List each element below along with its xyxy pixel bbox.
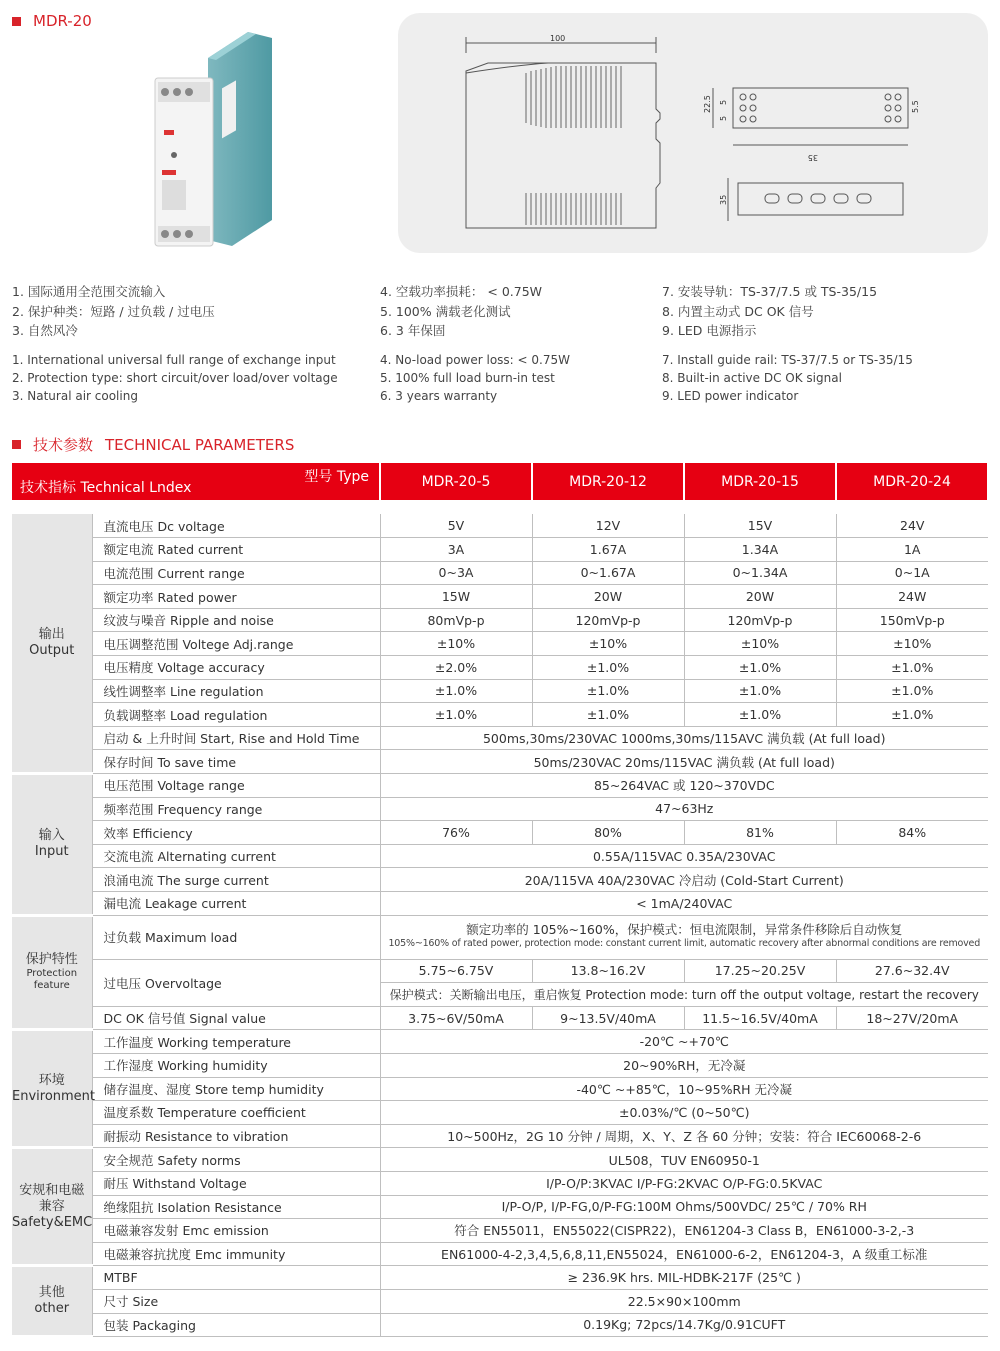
param-value: 20A/115VA 40A/230VAC 冷启动 (Cold-Start Current) [380, 868, 988, 892]
param-value: I/P-O/P:3KVAC I/P-FG:2KVAC O/P-FG:0.5KVAC [380, 1171, 988, 1195]
param-value: 120mVp-p [532, 608, 684, 632]
table-row [12, 1101, 988, 1125]
param-value: 27.6~32.4V [836, 959, 988, 983]
param-value: 0~1.34A [684, 561, 836, 585]
dim-5-5: 5.5 [911, 100, 920, 113]
param-value: 12V [532, 514, 684, 538]
param-value: 0~3A [380, 561, 532, 585]
param-value: 3A [380, 538, 532, 562]
param-value: 0~1.67A [532, 561, 684, 585]
table-row [12, 892, 988, 916]
feature-item: 8. Built-in active DC OK signal [662, 371, 842, 385]
param-value: 保护模式：关断输出电压，重启恢复 Protection mode: turn off the output voltage, restart the recovery [380, 983, 988, 1007]
param-name: 额定功率 Rated power [92, 585, 380, 609]
features-en-col2 [380, 351, 570, 405]
group-label: 保护特性 [25, 952, 78, 968]
param-name: 温度系数 Temperature coefficient [92, 1101, 380, 1125]
param-name: 启动 & 上升时间 Start, Rise and Hold Time [92, 726, 380, 750]
group-other [12, 1266, 92, 1337]
dim-100: 100 [550, 34, 566, 43]
param-value: ≥ 236.9K hrs. MIL-HDBK-217F (25℃ ) [380, 1266, 988, 1290]
group-label: 输出 [38, 627, 65, 643]
product-image [150, 30, 280, 250]
param-value: ±10% [380, 632, 532, 656]
dim-5b: 5 [719, 115, 728, 121]
param-value: ±1.0% [836, 656, 988, 680]
param-value: 5V [380, 514, 532, 538]
group-label: other [34, 1301, 70, 1317]
tech-title-en: TECHNICAL PARAMETERS [105, 435, 295, 454]
param-value: ±1.0% [380, 703, 532, 727]
param-name: 安全规范 Safety norms [92, 1148, 380, 1172]
product-section-title [12, 12, 92, 30]
table-row [12, 585, 988, 609]
param-value: -20℃ ~+70℃ [380, 1030, 988, 1054]
feature-item: 9. LED power indicator [662, 389, 799, 403]
param-value: < 1mA/240VAC [380, 892, 988, 916]
param-value: 0.55A/115VAC 0.35A/230VAC [380, 844, 988, 868]
table-row [12, 750, 988, 774]
param-value: ±0.03%/℃ (0~50℃) [380, 1101, 988, 1125]
feature-item: 2. 保护种类：短路 / 过负载 / 过电压 [12, 303, 215, 319]
param-value: 150mVp-p [836, 608, 988, 632]
param-value: 500ms,30ms/230VAC 1000ms,30ms/115AVC 满负载 (At full load) [380, 726, 988, 750]
table-row [12, 1171, 988, 1195]
model-header: MDR-20-5 [380, 463, 532, 500]
param-name: 电磁兼容发射 Emc emission [92, 1219, 380, 1243]
param-value: 80% [532, 821, 684, 845]
table-row [12, 1030, 988, 1054]
param-value: 120mVp-p [684, 608, 836, 632]
table-row [12, 1266, 988, 1290]
param-name: MTBF [92, 1266, 380, 1290]
table-row [12, 844, 988, 868]
dim-5a: 5 [719, 99, 728, 105]
param-value: 0.19Kg; 72pcs/14.7Kg/0.91CUFT [380, 1313, 988, 1337]
table-row [12, 1006, 988, 1030]
param-value: 20~90%RH，无冷凝 [380, 1053, 988, 1077]
feature-item: 4. No-load power loss: < 0.75W [380, 353, 570, 367]
param-value: 0~1A [836, 561, 988, 585]
header-corner [12, 463, 380, 500]
features-en-col3 [662, 351, 913, 405]
param-name: 线性调整率 Line regulation [92, 679, 380, 703]
group-label: 其他 [38, 1285, 65, 1301]
dim-35b: 35 [719, 194, 728, 205]
param-name: 纹波与噪音 Ripple and noise [92, 608, 380, 632]
param-value: 11.5~16.5V/40mA [684, 1006, 836, 1030]
table-row [12, 538, 988, 562]
param-value: 20W [684, 585, 836, 609]
param-value: ±1.0% [836, 679, 988, 703]
param-name: 保存时间 To save time [92, 750, 380, 774]
feature-item: 6. 3 years warranty [380, 389, 498, 403]
param-value: ±1.0% [532, 679, 684, 703]
group-safety [12, 1148, 92, 1266]
group-label: 兼容 [38, 1198, 65, 1214]
param-value: I/P-O/P, I/P-FG,0/P-FG:100M Ohms/500VDC/ 25℃ / 70% RH [380, 1195, 988, 1219]
param-name: 储存温度、湿度 Store temp humidity [92, 1077, 380, 1101]
param-value: 9~13.5V/40mA [532, 1006, 684, 1030]
param-value: 84% [836, 821, 988, 845]
param-value: 10~500Hz，2G 10 分钟 / 周期，X、Y、Z 各 60 分钟；安装：符合 IEC60068-2-6 [380, 1124, 988, 1148]
square-bullet-icon [12, 440, 21, 449]
param-name: 工作湿度 Working humidity [92, 1053, 380, 1077]
param-value: ±1.0% [684, 703, 836, 727]
table-row [12, 726, 988, 750]
param-value: 18~27V/20mA [836, 1006, 988, 1030]
overload-cn: 额定功率的 105%~160%，保护模式：恒电流限制，异常条件移除后自动恢复 [466, 922, 903, 938]
table-row [12, 1313, 988, 1337]
param-value: EN61000-4-2,3,4,5,6,8,11,EN55024，EN61000-6-2，EN61204-3，A 级重工标准 [380, 1242, 988, 1266]
group-label: feature [33, 980, 70, 992]
param-name: 耐振动 Resistance to vibration [92, 1124, 380, 1148]
group-label: Output [29, 643, 75, 659]
param-name: 漏电流 Leakage current [92, 892, 380, 916]
group-label: Protection [26, 968, 78, 980]
param-name: 直流电压 Dc voltage [92, 514, 380, 538]
param-value: 76% [380, 821, 532, 845]
overload-en: 105%~160% of rated power, protection mode: constant current limit, automatic recovery after abnormal conditions are removed [388, 938, 981, 950]
group-label: Environment [12, 1088, 96, 1104]
table-row [12, 1077, 988, 1101]
table-row [12, 1148, 988, 1172]
table-row [12, 959, 988, 983]
param-value: 85~264VAC 或 120~370VDC [380, 774, 988, 798]
param-value: ±1.0% [836, 703, 988, 727]
feature-item: 7. Install guide rail: TS-37/7.5 or TS-35/15 [662, 353, 913, 367]
table-row [12, 915, 988, 959]
table-row [12, 1289, 988, 1313]
param-value: 80mVp-p [380, 608, 532, 632]
param-name: 效率 Efficiency [92, 821, 380, 845]
param-value: 5.75~6.75V [380, 959, 532, 983]
feature-item: 8. 内置主动式 DC OK 信号 [662, 303, 814, 319]
param-value: ±10% [532, 632, 684, 656]
model-header: MDR-20-24 [836, 463, 988, 500]
param-name: 负载调整率 Load regulation [92, 703, 380, 727]
table-row [12, 797, 988, 821]
param-name: 绝缘阻抗 Isolation Resistance [92, 1195, 380, 1219]
param-value: ±10% [684, 632, 836, 656]
feature-item: 9. LED 电源指示 [662, 323, 757, 338]
model-header: MDR-20-12 [532, 463, 684, 500]
group-label: Input [34, 844, 69, 860]
param-value: 50ms/230VAC 20ms/115VAC 满负载 (At full load) [380, 750, 988, 774]
param-value: ±1.0% [380, 679, 532, 703]
param-value: 13.8~16.2V [532, 959, 684, 983]
group-label: 环境 [38, 1072, 65, 1088]
param-value: 3.75~6V/50mA [380, 1006, 532, 1030]
param-value: ±1.0% [532, 703, 684, 727]
param-name: 电流范围 Current range [92, 561, 380, 585]
dimension-drawing-panel [398, 13, 988, 253]
param-value: 1.34A [684, 538, 836, 562]
group-protection [12, 915, 92, 1030]
param-name: 交流电流 Alternating current [92, 844, 380, 868]
table-row [12, 514, 988, 538]
param-value: 20W [532, 585, 684, 609]
feature-item: 7. 安装导轨：TS-37/7.5 或 TS-35/15 [662, 284, 878, 299]
dim-35a: 35 [807, 153, 818, 162]
param-name: 额定电流 Rated current [92, 538, 380, 562]
product-title: MDR-20 [33, 12, 92, 30]
table-row [12, 632, 988, 656]
table-row [12, 561, 988, 585]
feature-item: 5. 100% 满载老化测试 [380, 303, 511, 319]
group-label: 安规和电磁 [19, 1182, 85, 1198]
feature-item: 6. 3 年保固 [380, 323, 446, 338]
square-bullet-icon [12, 17, 21, 26]
feature-item: 5. 100% full load burn-in test [380, 371, 555, 385]
param-value: 81% [684, 821, 836, 845]
spec-table [12, 463, 989, 1338]
param-value [380, 915, 988, 959]
corner-type: 型号 Type [304, 469, 369, 485]
features-cn-col3 [662, 282, 877, 341]
param-value: ±1.0% [532, 656, 684, 680]
param-name: 包装 Packaging [92, 1313, 380, 1337]
param-name: 电压调整范围 Voltege Adj.range [92, 632, 380, 656]
param-value: 24V [836, 514, 988, 538]
group-env [12, 1030, 96, 1148]
param-name: DC OK 信号值 Signal value [92, 1006, 380, 1030]
param-value: 1A [836, 538, 988, 562]
tech-title-cn: 技术参数 [33, 436, 94, 454]
table-row [12, 703, 988, 727]
dim-22-5: 22.5 [703, 95, 712, 113]
table-row [12, 656, 988, 680]
feature-item: 4. 空载功率损耗： < 0.75W [380, 284, 543, 299]
table-header [12, 463, 988, 500]
param-value: ±1.0% [684, 679, 836, 703]
param-value: ±1.0% [684, 656, 836, 680]
param-value: ±2.0% [380, 656, 532, 680]
param-name: 过电压 Overvoltage [92, 959, 380, 1006]
feature-item: 3. Natural air cooling [12, 389, 138, 403]
corner-index: 技术指标 Technical Lndex [20, 480, 192, 496]
features-cn-col2 [380, 282, 542, 341]
feature-item: 3. 自然风冷 [12, 323, 78, 338]
table-row [12, 821, 988, 845]
group-label: Safety&EMC [12, 1214, 93, 1230]
table-row [12, 1053, 988, 1077]
features-cn-col1 [12, 282, 215, 341]
group-output [12, 514, 92, 774]
param-name: 频率范围 Frequency range [92, 797, 380, 821]
param-name: 电磁兼容抗扰度 Emc immunity [92, 1242, 380, 1266]
table-row [12, 868, 988, 892]
group-label: 输入 [38, 828, 65, 844]
param-value: UL508，TUV EN60950-1 [380, 1148, 988, 1172]
table-row [12, 679, 988, 703]
param-name: 尺寸 Size [92, 1289, 380, 1313]
model-header: MDR-20-15 [684, 463, 836, 500]
param-name: 电压范围 Voltage range [92, 774, 380, 798]
table-row [12, 1242, 988, 1266]
tech-section-title [12, 434, 294, 455]
group-input [12, 774, 92, 916]
feature-item: 1. 国际通用全范围交流输入 [12, 284, 166, 299]
param-value: 1.67A [532, 538, 684, 562]
param-value: -40℃ ~+85℃，10~95%RH 无冷凝 [380, 1077, 988, 1101]
features-en-col1 [12, 351, 338, 405]
table-row [12, 1219, 988, 1243]
param-name: 浪涌电流 The surge current [92, 868, 380, 892]
param-value: 15W [380, 585, 532, 609]
param-name: 耐压 Withstand Voltage [92, 1171, 380, 1195]
param-name: 过负载 Maximum load [92, 915, 380, 959]
param-value: 22.5×90×100mm [380, 1289, 988, 1313]
param-name: 工作温度 Working temperature [92, 1030, 380, 1054]
feature-item: 2. Protection type: short circuit/over load/over voltage [12, 371, 338, 385]
dimension-drawing [398, 13, 988, 253]
feature-item: 1. International universal full range of exchange input [12, 353, 336, 367]
param-value: 15V [684, 514, 836, 538]
table-row [12, 608, 988, 632]
param-name: 电压精度 Voltage accuracy [92, 656, 380, 680]
table-row [12, 1124, 988, 1148]
param-value: 符合 EN55011，EN55022(CISPR22)，EN61204-3 Class B，EN61000-3-2,-3 [380, 1219, 988, 1243]
param-value: ±10% [836, 632, 988, 656]
param-value: 47~63Hz [380, 797, 988, 821]
table-row [12, 1195, 988, 1219]
param-value: 24W [836, 585, 988, 609]
table-row [12, 774, 988, 798]
param-value: 17.25~20.25V [684, 959, 836, 983]
